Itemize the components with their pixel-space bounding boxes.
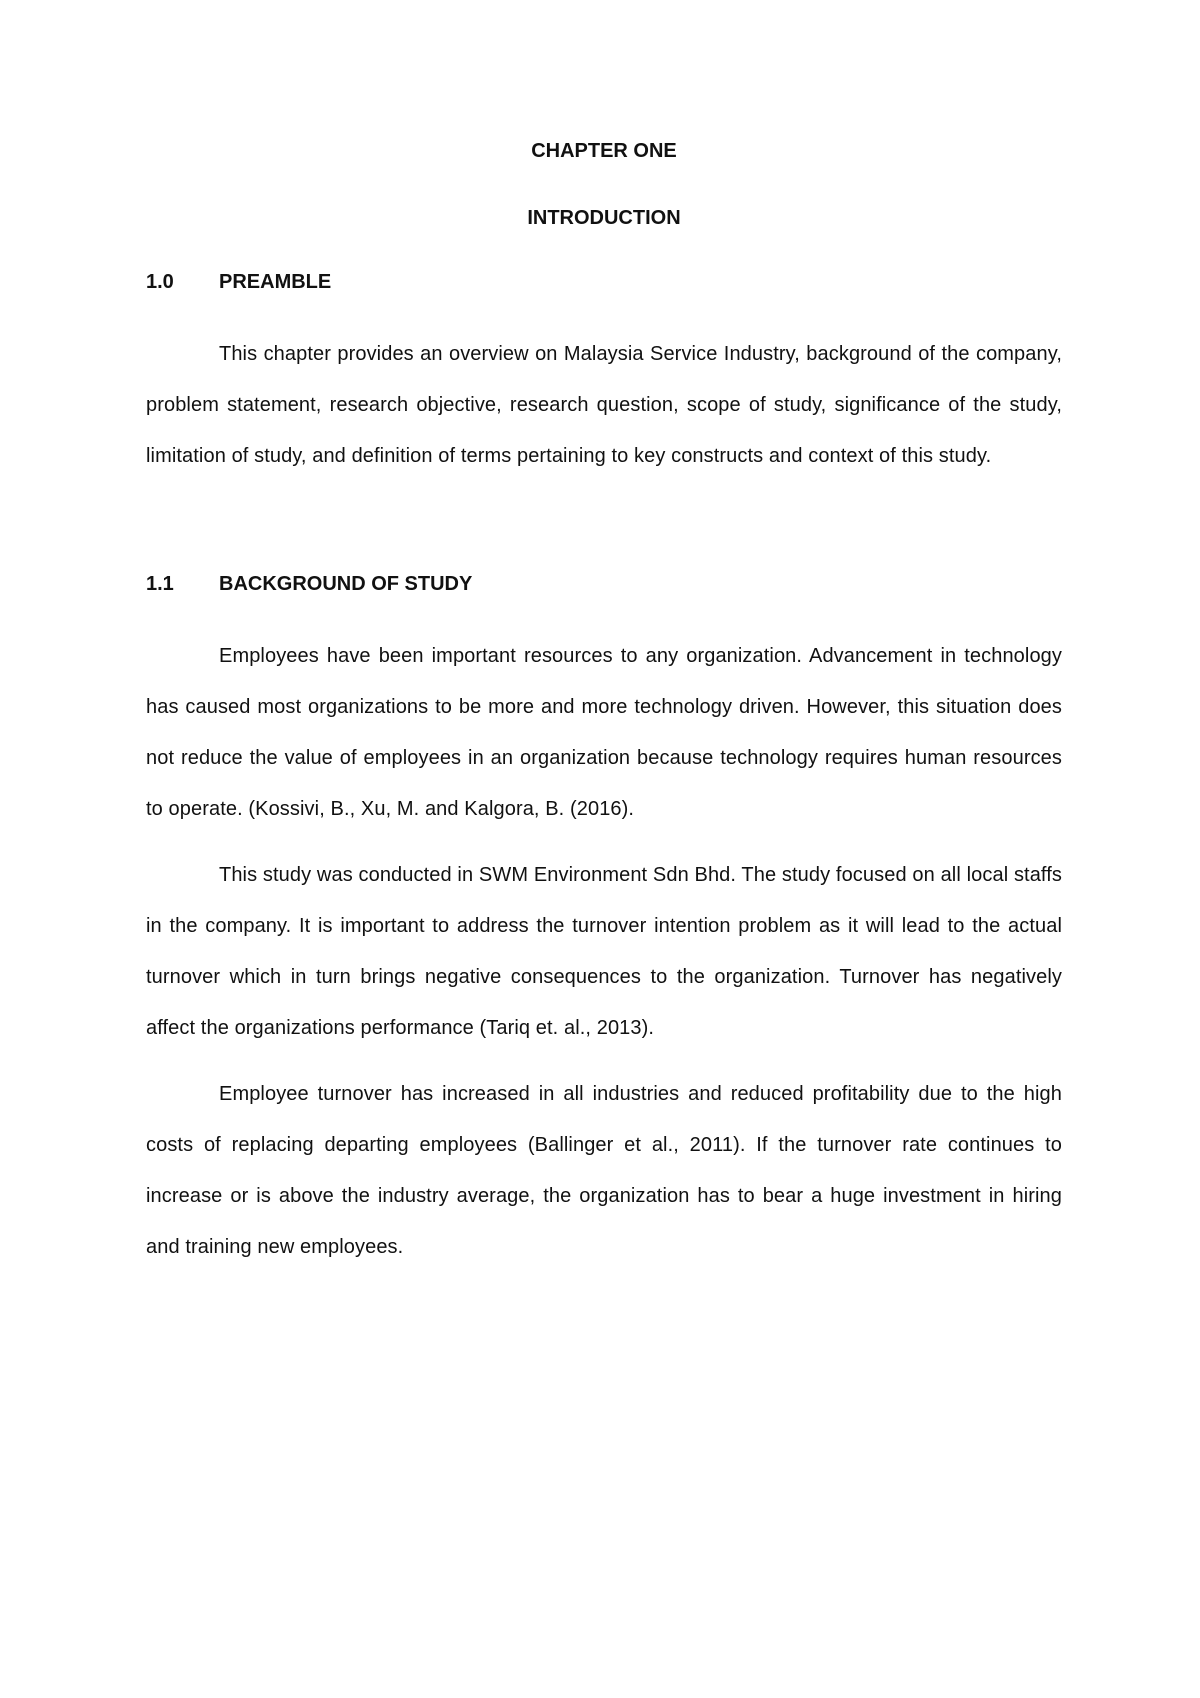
section-number: 1.1 [146,573,174,595]
section-heading-preamble [146,267,1062,297]
paragraph-background-2: This study was conducted in SWM Environment Sdn Bhd. The study focused on all local staffs in the company. It is important to address the turnover intention problem as it will lead to the actual turnover which in turn brings negative consequences to the organization. Turnover has negatively affect the organizations performance (Tariq et. al., 2013). [146,864,1062,1039]
section-title: PREAMBLE [219,271,332,293]
section-title: BACKGROUND OF STUDY [219,573,473,595]
paragraph-background-3: Employee turnover has increased in all industries and reduced profitability due to the high costs of replacing departing employees (Ballinger et al., 2011). If the turnover rate continues to increase or is above the industry average, the organization has to bear a huge investment in hiring and training new employees. [146,1083,1062,1258]
chapter-title: INTRODUCTION [527,207,681,229]
paragraph-preamble: This chapter provides an overview on Malaysia Service Industry, background of the company, problem statement, research objective, research question, scope of study, significance of the study, limitation of study, and definition of terms pertaining to key constructs and context of this study. [146,343,1062,467]
page-content [146,136,1062,1273]
paragraph-background-1: Employees have been important resources to any organization. Advancement in technology has caused most organizations to be more and more technology driven. However, this situation does not reduce the value of employees in an organization because technology requires human resources to operate. (Kossivi, B., Xu, M. and Kalgora, B. (2016). [146,645,1062,820]
section-heading-background [146,569,1062,599]
section-number: 1.0 [146,271,174,293]
chapter-label: CHAPTER ONE [531,140,677,162]
